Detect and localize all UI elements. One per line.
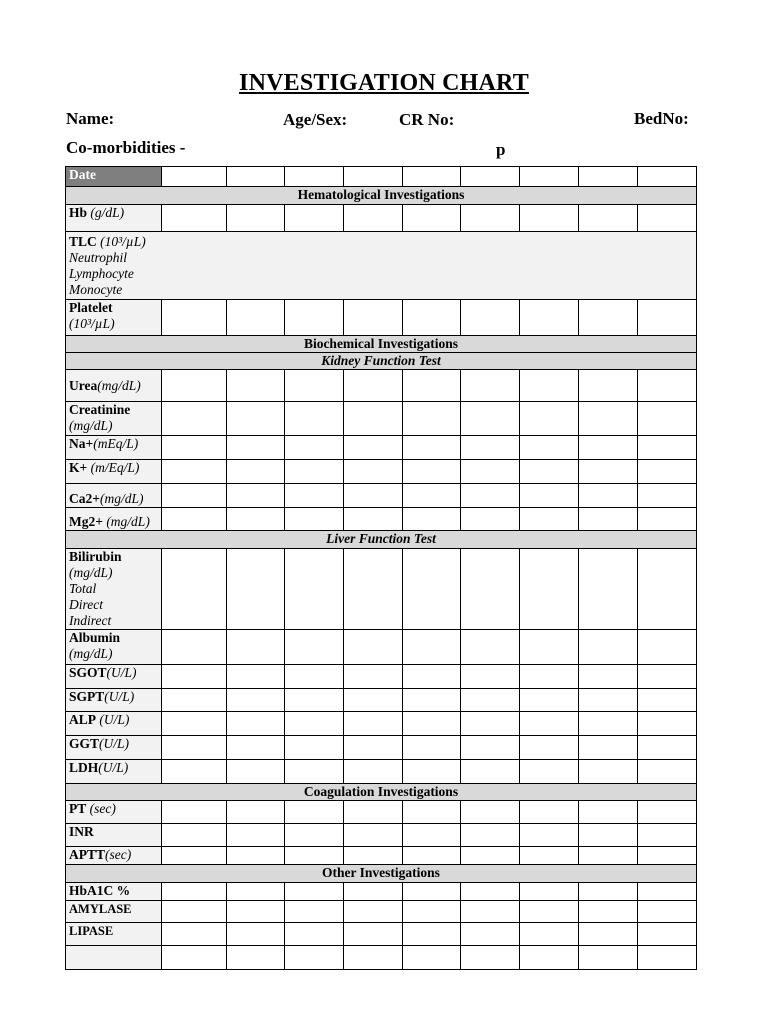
entry-cell[interactable] [579, 712, 638, 736]
entry-cell[interactable] [162, 436, 227, 460]
entry-cell[interactable] [344, 760, 403, 784]
entry-cell[interactable] [579, 665, 638, 689]
entry-cell[interactable] [344, 549, 403, 630]
entry-cell[interactable] [520, 883, 579, 901]
table-row [66, 484, 697, 508]
entry-cell[interactable] [162, 300, 227, 336]
entry-cell[interactable] [285, 901, 344, 923]
table-row [66, 801, 697, 824]
entry-cell[interactable] [227, 847, 285, 865]
entry-cell[interactable] [638, 436, 697, 460]
entry-cell[interactable] [579, 460, 638, 484]
table-row [66, 549, 697, 630]
entry-cell[interactable] [344, 300, 403, 336]
entry-cell[interactable] [461, 712, 520, 736]
entry-cell[interactable] [227, 630, 285, 665]
entry-cell[interactable] [162, 402, 227, 436]
entry-cell[interactable] [520, 689, 579, 712]
row-label-creatinine: Creatinine (mg/dL) [66, 402, 162, 436]
row-label-sgot: SGOT(U/L) [66, 665, 162, 689]
entry-cell[interactable] [403, 760, 461, 784]
entry-cell[interactable] [520, 801, 579, 824]
entry-cell[interactable] [162, 824, 227, 847]
entry-cell[interactable] [344, 801, 403, 824]
entry-cell[interactable] [285, 205, 344, 232]
cell[interactable] [162, 167, 227, 187]
entry-cell[interactable] [579, 300, 638, 336]
entry-cell[interactable] [162, 549, 227, 630]
entry-cell[interactable] [344, 736, 403, 760]
entry-cell[interactable] [285, 883, 344, 901]
row-label-platelet: Platelet (10³/µL) [66, 300, 162, 336]
entry-cell[interactable] [344, 923, 403, 946]
entry-cell[interactable] [520, 847, 579, 865]
cell[interactable] [344, 167, 403, 187]
entry-cell[interactable] [638, 549, 697, 630]
entry-cell[interactable] [520, 436, 579, 460]
entry-cell[interactable] [227, 736, 285, 760]
entry-cell[interactable] [579, 801, 638, 824]
entry-cell[interactable] [344, 630, 403, 665]
entry-cell[interactable] [520, 630, 579, 665]
entry-cell[interactable] [227, 370, 285, 402]
entry-cell[interactable] [162, 370, 227, 402]
row-label-ca: Ca2+(mg/dL) [66, 484, 162, 508]
entry-cell[interactable] [638, 847, 697, 865]
entry-cell[interactable] [285, 946, 344, 970]
entry-cell[interactable] [162, 946, 227, 970]
cell[interactable] [285, 167, 344, 187]
entry-cell[interactable] [227, 923, 285, 946]
entry-cell[interactable] [403, 712, 461, 736]
entry-cell[interactable] [227, 946, 285, 970]
entry-cell[interactable] [403, 630, 461, 665]
entry-cell[interactable] [344, 824, 403, 847]
entry-cell[interactable] [285, 484, 344, 508]
row-label-tlc: TLC (10³/µL) Neutrophil Lymphocyte Monocyte [66, 232, 697, 300]
entry-cell[interactable] [227, 205, 285, 232]
entry-cell[interactable] [227, 402, 285, 436]
entry-cell[interactable] [162, 901, 227, 923]
entry-cell[interactable] [520, 205, 579, 232]
row-label-pt: PT (sec) [66, 801, 162, 824]
entry-cell[interactable] [162, 736, 227, 760]
entry-cell[interactable] [285, 402, 344, 436]
table-row [66, 847, 697, 865]
entry-cell[interactable] [461, 370, 520, 402]
row-label-bilirubin: Bilirubin (mg/dL) Total Direct Indirect [66, 549, 162, 630]
entry-cell[interactable] [162, 712, 227, 736]
entry-cell[interactable] [285, 847, 344, 865]
entry-cell[interactable] [638, 736, 697, 760]
row-label-sgpt: SGPT(U/L) [66, 689, 162, 712]
entry-cell[interactable] [638, 484, 697, 508]
entry-cell[interactable] [461, 923, 520, 946]
entry-cell[interactable] [227, 712, 285, 736]
entry-cell[interactable] [162, 484, 227, 508]
row-label-hb: Hb (g/dL) [66, 205, 162, 232]
entry-cell[interactable] [461, 689, 520, 712]
row-label-blank[interactable] [66, 946, 162, 970]
entry-cell[interactable] [638, 689, 697, 712]
entry-cell[interactable] [162, 923, 227, 946]
entry-cell[interactable] [403, 402, 461, 436]
entry-cell[interactable] [227, 760, 285, 784]
entry-cell[interactable] [403, 484, 461, 508]
entry-cell[interactable] [461, 460, 520, 484]
entry-cell[interactable] [579, 901, 638, 923]
entry-cell[interactable] [579, 549, 638, 630]
entry-cell[interactable] [403, 901, 461, 923]
entry-cell[interactable] [461, 946, 520, 970]
section-biochemical: Biochemical Investigations [66, 336, 697, 353]
entry-cell[interactable] [403, 801, 461, 824]
entry-cell[interactable] [344, 484, 403, 508]
cell[interactable] [227, 167, 285, 187]
row-label-k: K+ (m/Eq/L) [66, 460, 162, 484]
table-row [66, 689, 697, 712]
row-label-alp: ALP (U/L) [66, 712, 162, 736]
entry-cell[interactable] [285, 712, 344, 736]
entry-cell[interactable] [344, 370, 403, 402]
entry-cell[interactable] [520, 508, 579, 531]
entry-cell[interactable] [461, 883, 520, 901]
table-row [66, 436, 697, 460]
date-row [66, 167, 697, 187]
entry-cell[interactable] [344, 901, 403, 923]
entry-cell[interactable] [344, 460, 403, 484]
entry-cell[interactable] [520, 402, 579, 436]
entry-cell[interactable] [344, 883, 403, 901]
entry-cell[interactable] [461, 300, 520, 336]
section-kidney: Kidney Function Test [66, 353, 697, 370]
entry-cell[interactable] [162, 689, 227, 712]
entry-cell[interactable] [579, 484, 638, 508]
entry-cell[interactable] [227, 508, 285, 531]
table-row [66, 712, 697, 736]
entry-cell[interactable] [403, 300, 461, 336]
entry-cell[interactable] [285, 460, 344, 484]
entry-cell[interactable] [638, 402, 697, 436]
row-label-albumin: Albumin (mg/dL) [66, 630, 162, 665]
entry-cell[interactable] [461, 736, 520, 760]
entry-cell[interactable] [162, 801, 227, 824]
table-row [66, 923, 697, 946]
entry-cell[interactable] [162, 847, 227, 865]
entry-cell[interactable] [520, 760, 579, 784]
entry-cell[interactable] [579, 760, 638, 784]
row-label-hba1c: HbA1C % [66, 883, 162, 901]
entry-cell[interactable] [461, 824, 520, 847]
entry-cell[interactable] [344, 436, 403, 460]
entry-cell[interactable] [403, 736, 461, 760]
entry-cell[interactable] [344, 508, 403, 531]
section-other: Other Investigations [66, 865, 697, 883]
entry-cell[interactable] [285, 436, 344, 460]
entry-cell[interactable] [638, 300, 697, 336]
entry-cell[interactable] [227, 460, 285, 484]
row-label-na: Na+(mEq/L) [66, 436, 162, 460]
section-hematological: Hematological Investigations [66, 187, 697, 205]
entry-cell[interactable] [403, 508, 461, 531]
entry-cell[interactable] [461, 665, 520, 689]
entry-cell[interactable] [344, 712, 403, 736]
row-label-inr: INR [66, 824, 162, 847]
entry-cell[interactable] [638, 901, 697, 923]
entry-cell[interactable] [461, 901, 520, 923]
investigation-table [65, 166, 697, 970]
entry-cell[interactable] [638, 760, 697, 784]
table-row [66, 736, 697, 760]
entry-cell[interactable] [227, 883, 285, 901]
entry-cell[interactable] [579, 946, 638, 970]
entry-cell[interactable] [227, 824, 285, 847]
entry-cell[interactable] [285, 824, 344, 847]
bed-no-label: BedNo: [634, 109, 689, 128]
entry-cell[interactable] [285, 665, 344, 689]
entry-cell[interactable] [227, 300, 285, 336]
row-label-amylase: AMYLASE [66, 901, 162, 923]
entry-cell[interactable] [403, 946, 461, 970]
cr-no-label: CR No: [399, 110, 455, 129]
entry-cell[interactable] [403, 824, 461, 847]
entry-cell[interactable] [461, 436, 520, 460]
page-title: INVESTIGATION CHART [239, 70, 529, 96]
cell[interactable] [638, 167, 697, 187]
entry-cell[interactable] [579, 436, 638, 460]
entry-cell[interactable] [285, 508, 344, 531]
entry-cell[interactable] [579, 736, 638, 760]
table-row [66, 824, 697, 847]
entry-cell[interactable] [520, 460, 579, 484]
entry-cell[interactable] [285, 549, 344, 630]
table-row [66, 205, 697, 232]
entry-cell[interactable] [403, 460, 461, 484]
entry-cell[interactable] [579, 205, 638, 232]
entry-cell[interactable] [579, 883, 638, 901]
entry-cell[interactable] [344, 689, 403, 712]
entry-cell[interactable] [520, 824, 579, 847]
entry-cell[interactable] [162, 883, 227, 901]
entry-cell[interactable] [638, 801, 697, 824]
section-coagulation: Coagulation Investigations [66, 784, 697, 801]
table-row [66, 665, 697, 689]
stray-mark: p [496, 140, 506, 159]
entry-cell[interactable] [461, 801, 520, 824]
entry-cell[interactable] [344, 847, 403, 865]
entry-cell[interactable] [403, 436, 461, 460]
entry-cell[interactable] [579, 630, 638, 665]
entry-cell[interactable] [638, 665, 697, 689]
entry-cell[interactable] [461, 484, 520, 508]
entry-cell[interactable] [638, 508, 697, 531]
entry-cell[interactable] [579, 923, 638, 946]
entry-cell[interactable] [638, 712, 697, 736]
entry-cell[interactable] [579, 824, 638, 847]
entry-cell[interactable] [227, 436, 285, 460]
cell[interactable] [403, 167, 461, 187]
entry-cell[interactable] [520, 946, 579, 970]
entry-cell[interactable] [461, 847, 520, 865]
entry-cell[interactable] [638, 630, 697, 665]
entry-cell[interactable] [461, 630, 520, 665]
entry-cell[interactable] [344, 205, 403, 232]
entry-cell[interactable] [579, 402, 638, 436]
row-label-aptt: APTT(sec) [66, 847, 162, 865]
entry-cell[interactable] [285, 760, 344, 784]
table-row [66, 901, 697, 923]
entry-cell[interactable] [285, 923, 344, 946]
entry-cell[interactable] [162, 205, 227, 232]
entry-cell[interactable] [579, 847, 638, 865]
table-row [66, 232, 697, 300]
entry-cell[interactable] [403, 549, 461, 630]
date-label: Date [66, 167, 162, 187]
entry-cell[interactable] [162, 760, 227, 784]
entry-cell[interactable] [638, 923, 697, 946]
cell[interactable] [579, 167, 638, 187]
entry-cell[interactable] [638, 460, 697, 484]
table-row [66, 946, 697, 970]
row-label-lipase: LIPASE [66, 923, 162, 946]
entry-cell[interactable] [638, 824, 697, 847]
comorbidities-label: Co-morbidities - [66, 138, 186, 157]
row-label-ldh: LDH(U/L) [66, 760, 162, 784]
entry-cell[interactable] [403, 689, 461, 712]
entry-cell[interactable] [579, 508, 638, 531]
entry-cell[interactable] [579, 689, 638, 712]
entry-cell[interactable] [461, 549, 520, 630]
entry-cell[interactable] [403, 847, 461, 865]
entry-cell[interactable] [162, 460, 227, 484]
entry-cell[interactable] [162, 665, 227, 689]
entry-cell[interactable] [520, 370, 579, 402]
entry-cell[interactable] [638, 946, 697, 970]
entry-cell[interactable] [403, 665, 461, 689]
entry-cell[interactable] [520, 665, 579, 689]
entry-cell[interactable] [162, 508, 227, 531]
section-liver: Liver Function Test [66, 531, 697, 549]
entry-cell[interactable] [461, 402, 520, 436]
entry-cell[interactable] [579, 370, 638, 402]
entry-cell[interactable] [344, 665, 403, 689]
table-row [66, 630, 697, 665]
entry-cell[interactable] [162, 630, 227, 665]
entry-cell[interactable] [285, 370, 344, 402]
entry-cell[interactable] [461, 760, 520, 784]
age-sex-label: Age/Sex: [283, 110, 348, 129]
table-row [66, 760, 697, 784]
cell[interactable] [520, 167, 579, 187]
table-row [66, 300, 697, 336]
entry-cell[interactable] [285, 736, 344, 760]
entry-cell[interactable] [227, 901, 285, 923]
entry-cell[interactable] [227, 689, 285, 712]
row-label-mg: Mg2+ (mg/dL) [66, 508, 162, 531]
entry-cell[interactable] [403, 883, 461, 901]
entry-cell[interactable] [638, 205, 697, 232]
entry-cell[interactable] [461, 508, 520, 531]
entry-cell[interactable] [227, 801, 285, 824]
entry-cell[interactable] [285, 630, 344, 665]
entry-cell[interactable] [227, 549, 285, 630]
entry-cell[interactable] [227, 484, 285, 508]
entry-cell[interactable] [285, 689, 344, 712]
entry-cell[interactable] [520, 712, 579, 736]
table-row [66, 508, 697, 531]
entry-cell[interactable] [520, 549, 579, 630]
entry-cell[interactable] [520, 901, 579, 923]
entry-cell[interactable] [403, 923, 461, 946]
entry-cell[interactable] [461, 205, 520, 232]
entry-cell[interactable] [344, 402, 403, 436]
table-row [66, 460, 697, 484]
row-label-urea: Urea(mg/dL) [66, 370, 162, 402]
entry-cell[interactable] [638, 883, 697, 901]
name-label: Name: [66, 109, 115, 128]
cell[interactable] [461, 167, 520, 187]
entry-cell[interactable] [520, 923, 579, 946]
table-row [66, 370, 697, 402]
entry-cell[interactable] [403, 205, 461, 232]
table-row [66, 402, 697, 436]
entry-cell[interactable] [638, 370, 697, 402]
entry-cell[interactable] [227, 665, 285, 689]
entry-cell[interactable] [520, 300, 579, 336]
entry-cell[interactable] [520, 484, 579, 508]
row-label-ggt: GGT(U/L) [66, 736, 162, 760]
table-row [66, 883, 697, 901]
entry-cell[interactable] [344, 946, 403, 970]
entry-cell[interactable] [520, 736, 579, 760]
entry-cell[interactable] [403, 370, 461, 402]
entry-cell[interactable] [285, 801, 344, 824]
entry-cell[interactable] [285, 300, 344, 336]
